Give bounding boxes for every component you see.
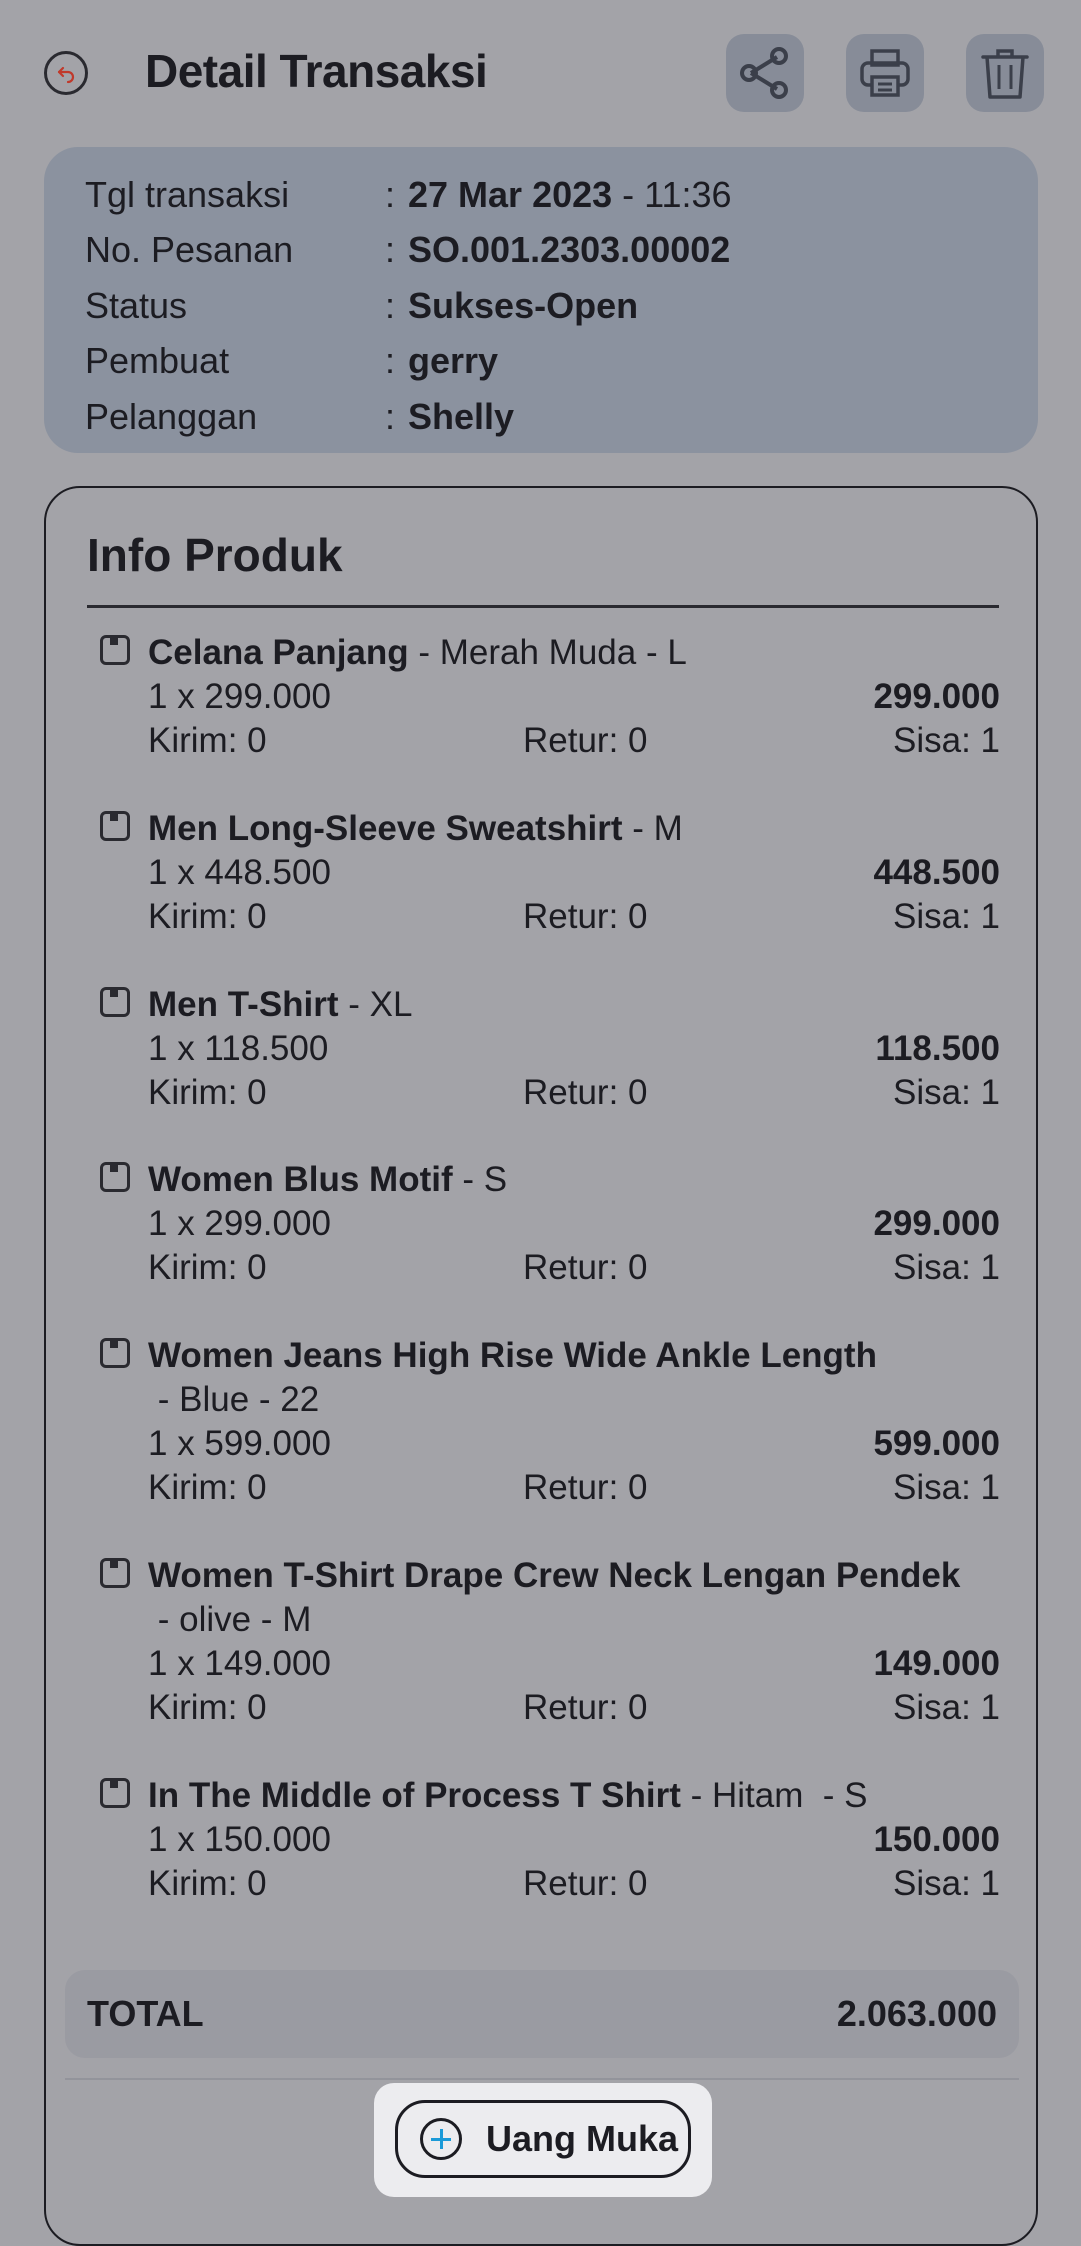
product-qty-price: 1 x 599.000 xyxy=(148,1424,331,1463)
product-amount: 118.500 xyxy=(875,1029,1000,1068)
product-remaining: Sisa: 1 xyxy=(893,1248,1000,1287)
product-returned: Retur: 0 xyxy=(523,721,648,760)
price-line xyxy=(148,1820,1000,1864)
info-label: Pembuat xyxy=(85,340,230,382)
print-icon xyxy=(855,43,915,103)
status-line xyxy=(148,897,1000,941)
product-sent: Kirim: 0 xyxy=(148,1468,267,1507)
info-label: Tgl transaksi xyxy=(85,173,290,215)
status-line xyxy=(148,1688,1000,1732)
transaction-info-card xyxy=(44,147,1038,453)
product-sent: Kirim: 0 xyxy=(148,721,267,760)
header xyxy=(0,0,1081,150)
product-returned: Retur: 0 xyxy=(523,897,648,936)
product-tag-icon xyxy=(100,1162,130,1192)
info-separator: : xyxy=(385,229,396,271)
product-returned: Retur: 0 xyxy=(523,1688,648,1727)
price-line xyxy=(148,1644,1000,1688)
info-separator: : xyxy=(385,395,396,437)
delete-button[interactable] xyxy=(966,34,1044,112)
product-sent: Kirim: 0 xyxy=(148,1864,267,1903)
product-variant: - olive - M xyxy=(148,1600,312,1639)
product-name: Men T-Shirt xyxy=(148,985,339,1024)
info-separator: : xyxy=(385,284,396,326)
product-tag-icon xyxy=(100,1778,130,1808)
down-payment-highlight xyxy=(374,2083,712,2197)
product-amount: 448.500 xyxy=(873,853,1000,892)
down-payment-button[interactable] xyxy=(395,2100,691,2178)
product-name-line xyxy=(148,809,683,849)
product-remaining: Sisa: 1 xyxy=(893,1688,1000,1727)
product-remaining: Sisa: 1 xyxy=(893,897,1000,936)
price-line xyxy=(148,1424,1000,1468)
section-title: Info Produk xyxy=(87,529,343,581)
product-amount: 299.000 xyxy=(873,1204,1000,1243)
price-line xyxy=(148,853,1000,897)
product-variant: - S xyxy=(452,1160,508,1199)
info-time: - 11:36 xyxy=(612,173,732,215)
product-name-line xyxy=(148,985,412,1025)
product-name-line xyxy=(148,1336,877,1376)
share-button[interactable] xyxy=(726,34,804,112)
product-remaining: Sisa: 1 xyxy=(893,1864,1000,1903)
divider xyxy=(65,2078,1019,2080)
info-row-status xyxy=(85,278,1038,334)
product-sent: Kirim: 0 xyxy=(148,1073,267,1112)
product-amount: 150.000 xyxy=(873,1820,1000,1859)
total-value: 2.063.000 xyxy=(836,1993,997,2034)
down-payment-label: Uang Muka xyxy=(486,2118,679,2159)
info-separator: : xyxy=(385,173,396,215)
product-name-line xyxy=(148,1556,960,1596)
product-qty-price: 1 x 118.500 xyxy=(148,1029,329,1068)
info-row-customer xyxy=(85,389,1038,445)
total-label: TOTAL xyxy=(87,1993,204,2034)
back-button[interactable] xyxy=(44,51,88,95)
product-remaining: Sisa: 1 xyxy=(893,1468,1000,1507)
product-variant: - Blue - 22 xyxy=(148,1380,320,1419)
product-qty-price: 1 x 149.000 xyxy=(148,1644,331,1683)
info-value: Sukses-Open xyxy=(408,284,639,326)
product-tag-icon xyxy=(100,1338,130,1368)
status-line xyxy=(148,1468,1000,1512)
share-icon xyxy=(735,43,795,103)
product-name: In The Middle of Process T Shirt xyxy=(148,1776,681,1815)
product-name-line xyxy=(148,1160,507,1200)
product-returned: Retur: 0 xyxy=(523,1248,648,1287)
product-amount: 149.000 xyxy=(873,1644,1000,1683)
price-line xyxy=(148,677,1000,721)
product-variant: - Merah Muda - L xyxy=(408,633,687,672)
divider xyxy=(87,605,999,608)
info-label: No. Pesanan xyxy=(85,229,294,271)
product-returned: Retur: 0 xyxy=(523,1864,648,1903)
product-tag-icon xyxy=(100,987,130,1017)
page-title: Detail Transaksi xyxy=(145,45,488,97)
status-line xyxy=(148,1248,1000,1292)
info-value: gerry xyxy=(408,340,499,382)
status-line xyxy=(148,1864,1000,1908)
product-amount: 299.000 xyxy=(873,677,1000,716)
product-amount: 599.000 xyxy=(873,1424,1000,1463)
product-qty-price: 1 x 448.500 xyxy=(148,853,331,892)
product-name: Women Jeans High Rise Wide Ankle Length xyxy=(148,1336,877,1375)
info-separator: : xyxy=(385,340,396,382)
product-qty-price: 1 x 150.000 xyxy=(148,1820,331,1859)
product-variant: - Hitam - S xyxy=(680,1776,868,1815)
info-value: Shelly xyxy=(408,395,515,437)
product-name-line xyxy=(148,633,687,673)
info-label: Pelanggan xyxy=(85,395,258,437)
product-sent: Kirim: 0 xyxy=(148,897,267,936)
print-button[interactable] xyxy=(846,34,924,112)
price-line xyxy=(148,1029,1000,1073)
total-bar xyxy=(65,1970,1019,2058)
product-tag-icon xyxy=(100,1558,130,1588)
product-remaining: Sisa: 1 xyxy=(893,721,1000,760)
status-line xyxy=(148,1073,1000,1117)
product-sent: Kirim: 0 xyxy=(148,1248,267,1287)
product-variant: - XL xyxy=(338,985,413,1024)
trash-icon xyxy=(975,43,1035,103)
info-row-date xyxy=(85,167,1038,223)
product-returned: Retur: 0 xyxy=(523,1073,648,1112)
info-label: Status xyxy=(85,284,188,326)
info-row-creator xyxy=(85,334,1038,390)
product-returned: Retur: 0 xyxy=(523,1468,648,1507)
product-tag-icon xyxy=(100,811,130,841)
plus-circle-icon xyxy=(420,2118,462,2160)
product-remaining: Sisa: 1 xyxy=(893,1073,1000,1112)
price-line xyxy=(148,1204,1000,1248)
product-tag-icon xyxy=(100,635,130,665)
info-value: SO.001.2303.00002 xyxy=(408,229,731,271)
product-sent: Kirim: 0 xyxy=(148,1688,267,1727)
info-row-order-number xyxy=(85,223,1038,279)
product-variant: - M xyxy=(622,809,683,848)
product-name: Women Blus Motif xyxy=(148,1160,453,1199)
product-info-card xyxy=(44,486,1038,2246)
product-qty-price: 1 x 299.000 xyxy=(148,677,331,716)
product-name-line xyxy=(148,1776,868,1816)
product-name: Men Long-Sleeve Sweatshirt xyxy=(148,809,623,848)
product-qty-price: 1 x 299.000 xyxy=(148,1204,331,1243)
undo-icon xyxy=(54,61,78,85)
status-line xyxy=(148,721,1000,765)
product-name: Celana Panjang xyxy=(148,633,409,672)
product-name: Women T-Shirt Drape Crew Neck Lengan Pendek xyxy=(148,1556,961,1595)
info-value: 27 Mar 2023 xyxy=(408,173,613,215)
